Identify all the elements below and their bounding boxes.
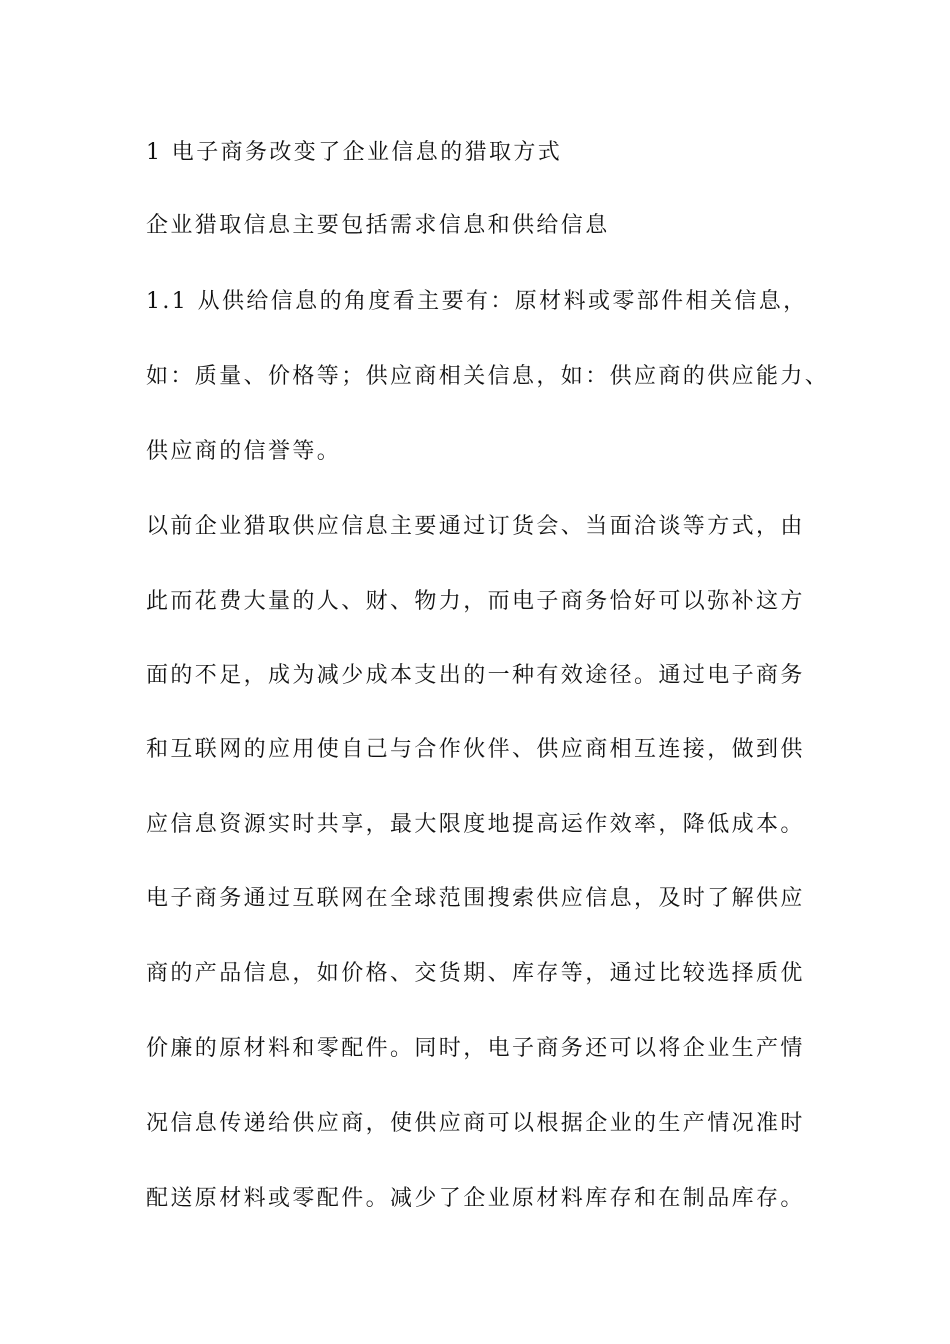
text-line: 面的不足，成为减少成本支出的一种有效途径。通过电子商务 bbox=[146, 663, 805, 688]
text-line: 如：质量、价格等；供应商相关信息，如：供应商的供应能力、 bbox=[146, 364, 830, 389]
text-line: 配送原材料或零配件。减少了企业原材料库存和在制品库存。 bbox=[146, 1186, 805, 1211]
text-line: 应信息资源实时共享，最大限度地提高运作效率，降低成本。 bbox=[146, 812, 805, 837]
text-line: 况信息传递给供应商，使供应商可以根据企业的生产情况准时 bbox=[146, 1111, 805, 1136]
text-line: 企业猎取信息主要包括需求信息和供给信息 bbox=[146, 213, 610, 238]
section-heading: 1 电子商务改变了企业信息的猎取方式 bbox=[146, 140, 563, 165]
text-line: 1.1 从供给信息的角度看主要有：原材料或零部件相关信息， bbox=[146, 289, 808, 314]
text-line: 此而花费大量的人、财、物力，而电子商务恰好可以弥补这方 bbox=[146, 589, 805, 614]
text-line: 价廉的原材料和零配件。同时，电子商务还可以将企业生产情 bbox=[146, 1036, 805, 1061]
text-line: 电子商务通过互联网在全球范围搜索供应信息，及时了解供应 bbox=[146, 886, 805, 911]
text-line: 供应商的信誉等。 bbox=[146, 439, 342, 464]
text-line: 以前企业猎取供应信息主要通过订货会、当面洽谈等方式，由 bbox=[146, 514, 805, 539]
text-line: 和互联网的应用使自己与合作伙伴、供应商相互连接，做到供 bbox=[146, 737, 805, 762]
text-line: 商的产品信息，如价格、交货期、库存等，通过比较选择质优 bbox=[146, 961, 805, 986]
